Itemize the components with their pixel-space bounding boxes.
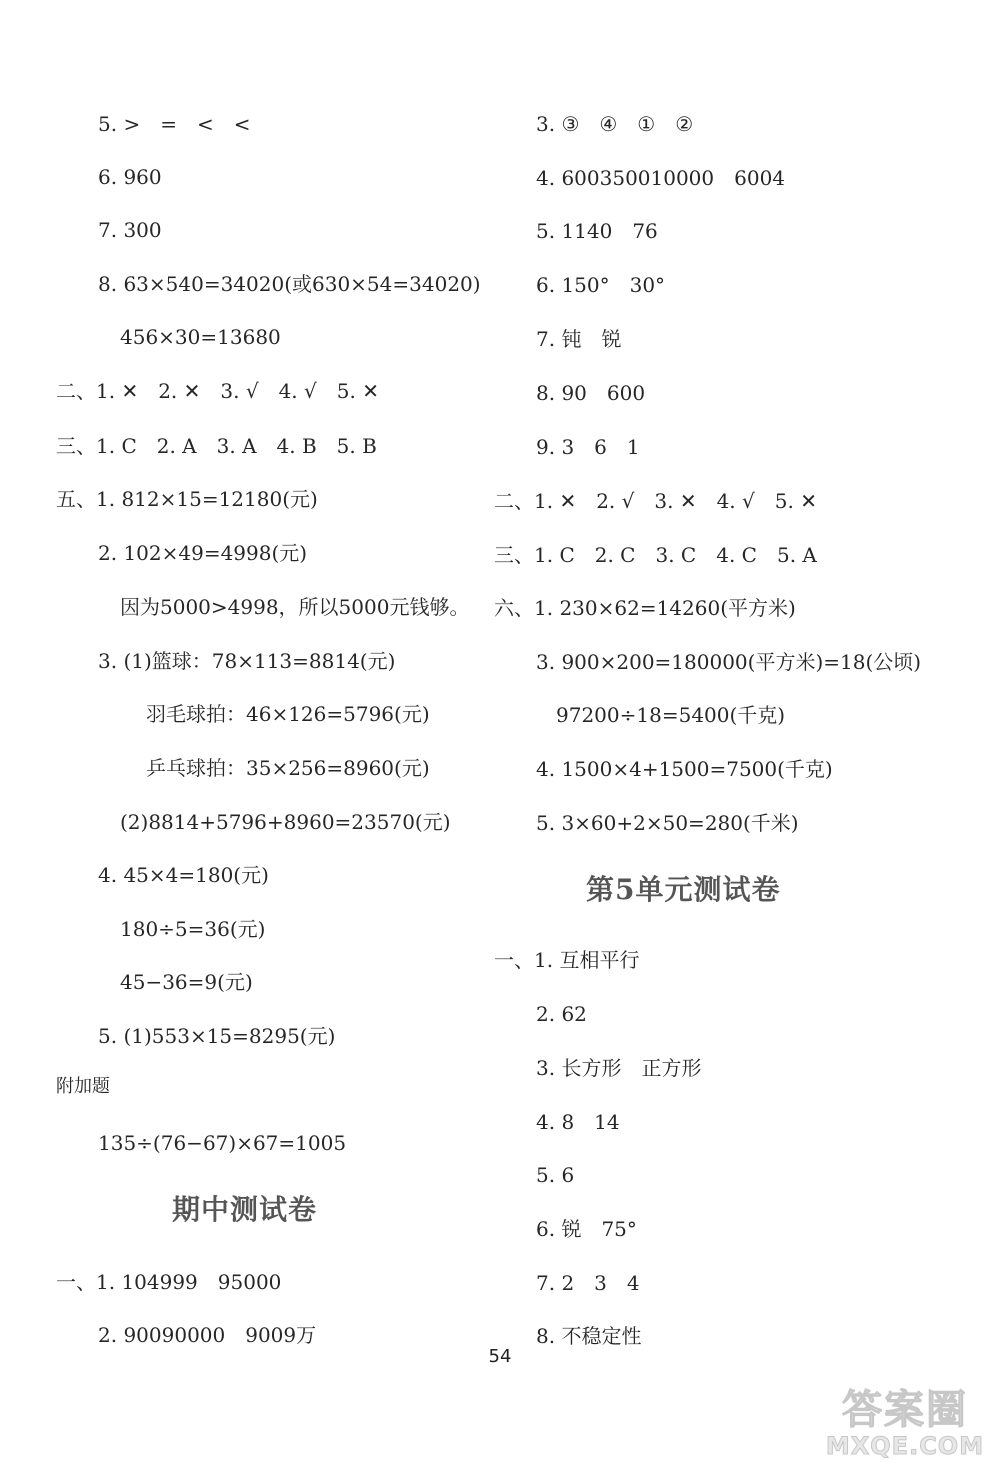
section-six-q1: 六、1. 230×62=14260(平方米): [494, 596, 796, 620]
answer-line: 8. 90 600: [536, 381, 646, 405]
answer-line: 7. 钝 锐: [536, 327, 622, 351]
watermark-logo: [820, 1378, 990, 1466]
section-five-q1: 五、1. 812×15=12180(元): [56, 487, 318, 511]
answer-line: 8. 63×540=34020(或630×54=34020): [98, 272, 481, 296]
answer-line: 3. 长方形 正方形: [536, 1056, 702, 1080]
right-column: [490, 0, 990, 1400]
answer-line: 4. 45×4=180(元): [98, 863, 269, 887]
answer-line: 5. 6: [536, 1163, 575, 1187]
answer-line: 6. 锐 75°: [536, 1217, 637, 1241]
answer-line: 羽毛球拍：46×126=5796(元): [146, 702, 430, 726]
answer-line: 8. 不稳定性: [536, 1324, 642, 1348]
left-column: [0, 0, 480, 1400]
answer-line: 2. 62: [536, 1002, 587, 1026]
answer-line: 456×30=13680: [120, 325, 281, 349]
section-one-answers: 一、1. 互相平行: [494, 948, 640, 972]
answer-line: 3. 900×200=180000(平方米)=18(公顷): [536, 650, 922, 674]
watermark-url: MXQE.COM: [825, 1432, 985, 1460]
section-two-answers: 二、1. ✕ 2. √ 3. ✕ 4. √ 5. ✕: [494, 489, 817, 513]
answer-line: 7. 2 3 4: [536, 1271, 640, 1295]
bonus-question-label: 附加题: [56, 1076, 110, 1097]
answer-line: 135÷(76−67)×67=1005: [98, 1131, 347, 1155]
answer-line: 9. 3 6 1: [536, 435, 640, 459]
answer-line: 5. 1140 76: [536, 219, 658, 243]
answer-line: 7. 300: [98, 218, 162, 242]
midterm-test-title: 期中测试卷: [172, 1193, 318, 1226]
section-three-answers: 三、1. C 2. A 3. A 4. B 5. B: [56, 434, 377, 458]
answer-line: 2. 102×49=4998(元): [98, 541, 308, 565]
answer-line: 5. > = < <: [98, 112, 251, 136]
unit5-test-title: 第5单元测试卷: [586, 873, 781, 906]
answer-line: 97200÷18=5400(千克): [556, 703, 786, 727]
answer-line: 3. (1)篮球：78×113=8814(元): [98, 649, 396, 673]
answer-line: 因为5000>4998，所以5000元钱够。: [120, 595, 470, 619]
watermark-text: 答案圈: [842, 1387, 968, 1433]
answer-line: 5. (1)553×15=8295(元): [98, 1024, 336, 1048]
section-two-answers: 二、1. ✕ 2. ✕ 3. √ 4. √ 5. ✕: [56, 379, 379, 403]
answer-line: 4. 8 14: [536, 1110, 620, 1134]
answer-line: 6. 150° 30°: [536, 273, 666, 297]
answer-line: 6. 960: [98, 165, 162, 189]
answer-line: 4. 600350010000 6004: [536, 166, 786, 190]
answer-line: 3. ③ ④ ① ②: [536, 112, 694, 136]
answer-line: (2)8814+5796+8960=23570(元): [120, 810, 451, 834]
section-three-answers: 三、1. C 2. C 3. C 4. C 5. A: [494, 543, 817, 567]
section-one-answers: 一、1. 104999 95000: [56, 1270, 282, 1294]
page-number: 54: [488, 1346, 512, 1367]
answer-line: 180÷5=36(元): [120, 917, 266, 941]
answer-line: 4. 1500×4+1500=7500(千克): [536, 757, 833, 781]
answer-line: 2. 90090000 9009万: [98, 1323, 317, 1347]
answer-line: 45−36=9(元): [120, 970, 253, 994]
answer-line: 乒乓球拍：35×256=8960(元): [146, 756, 430, 780]
answer-line: 5. 3×60+2×50=280(千米): [536, 811, 799, 835]
